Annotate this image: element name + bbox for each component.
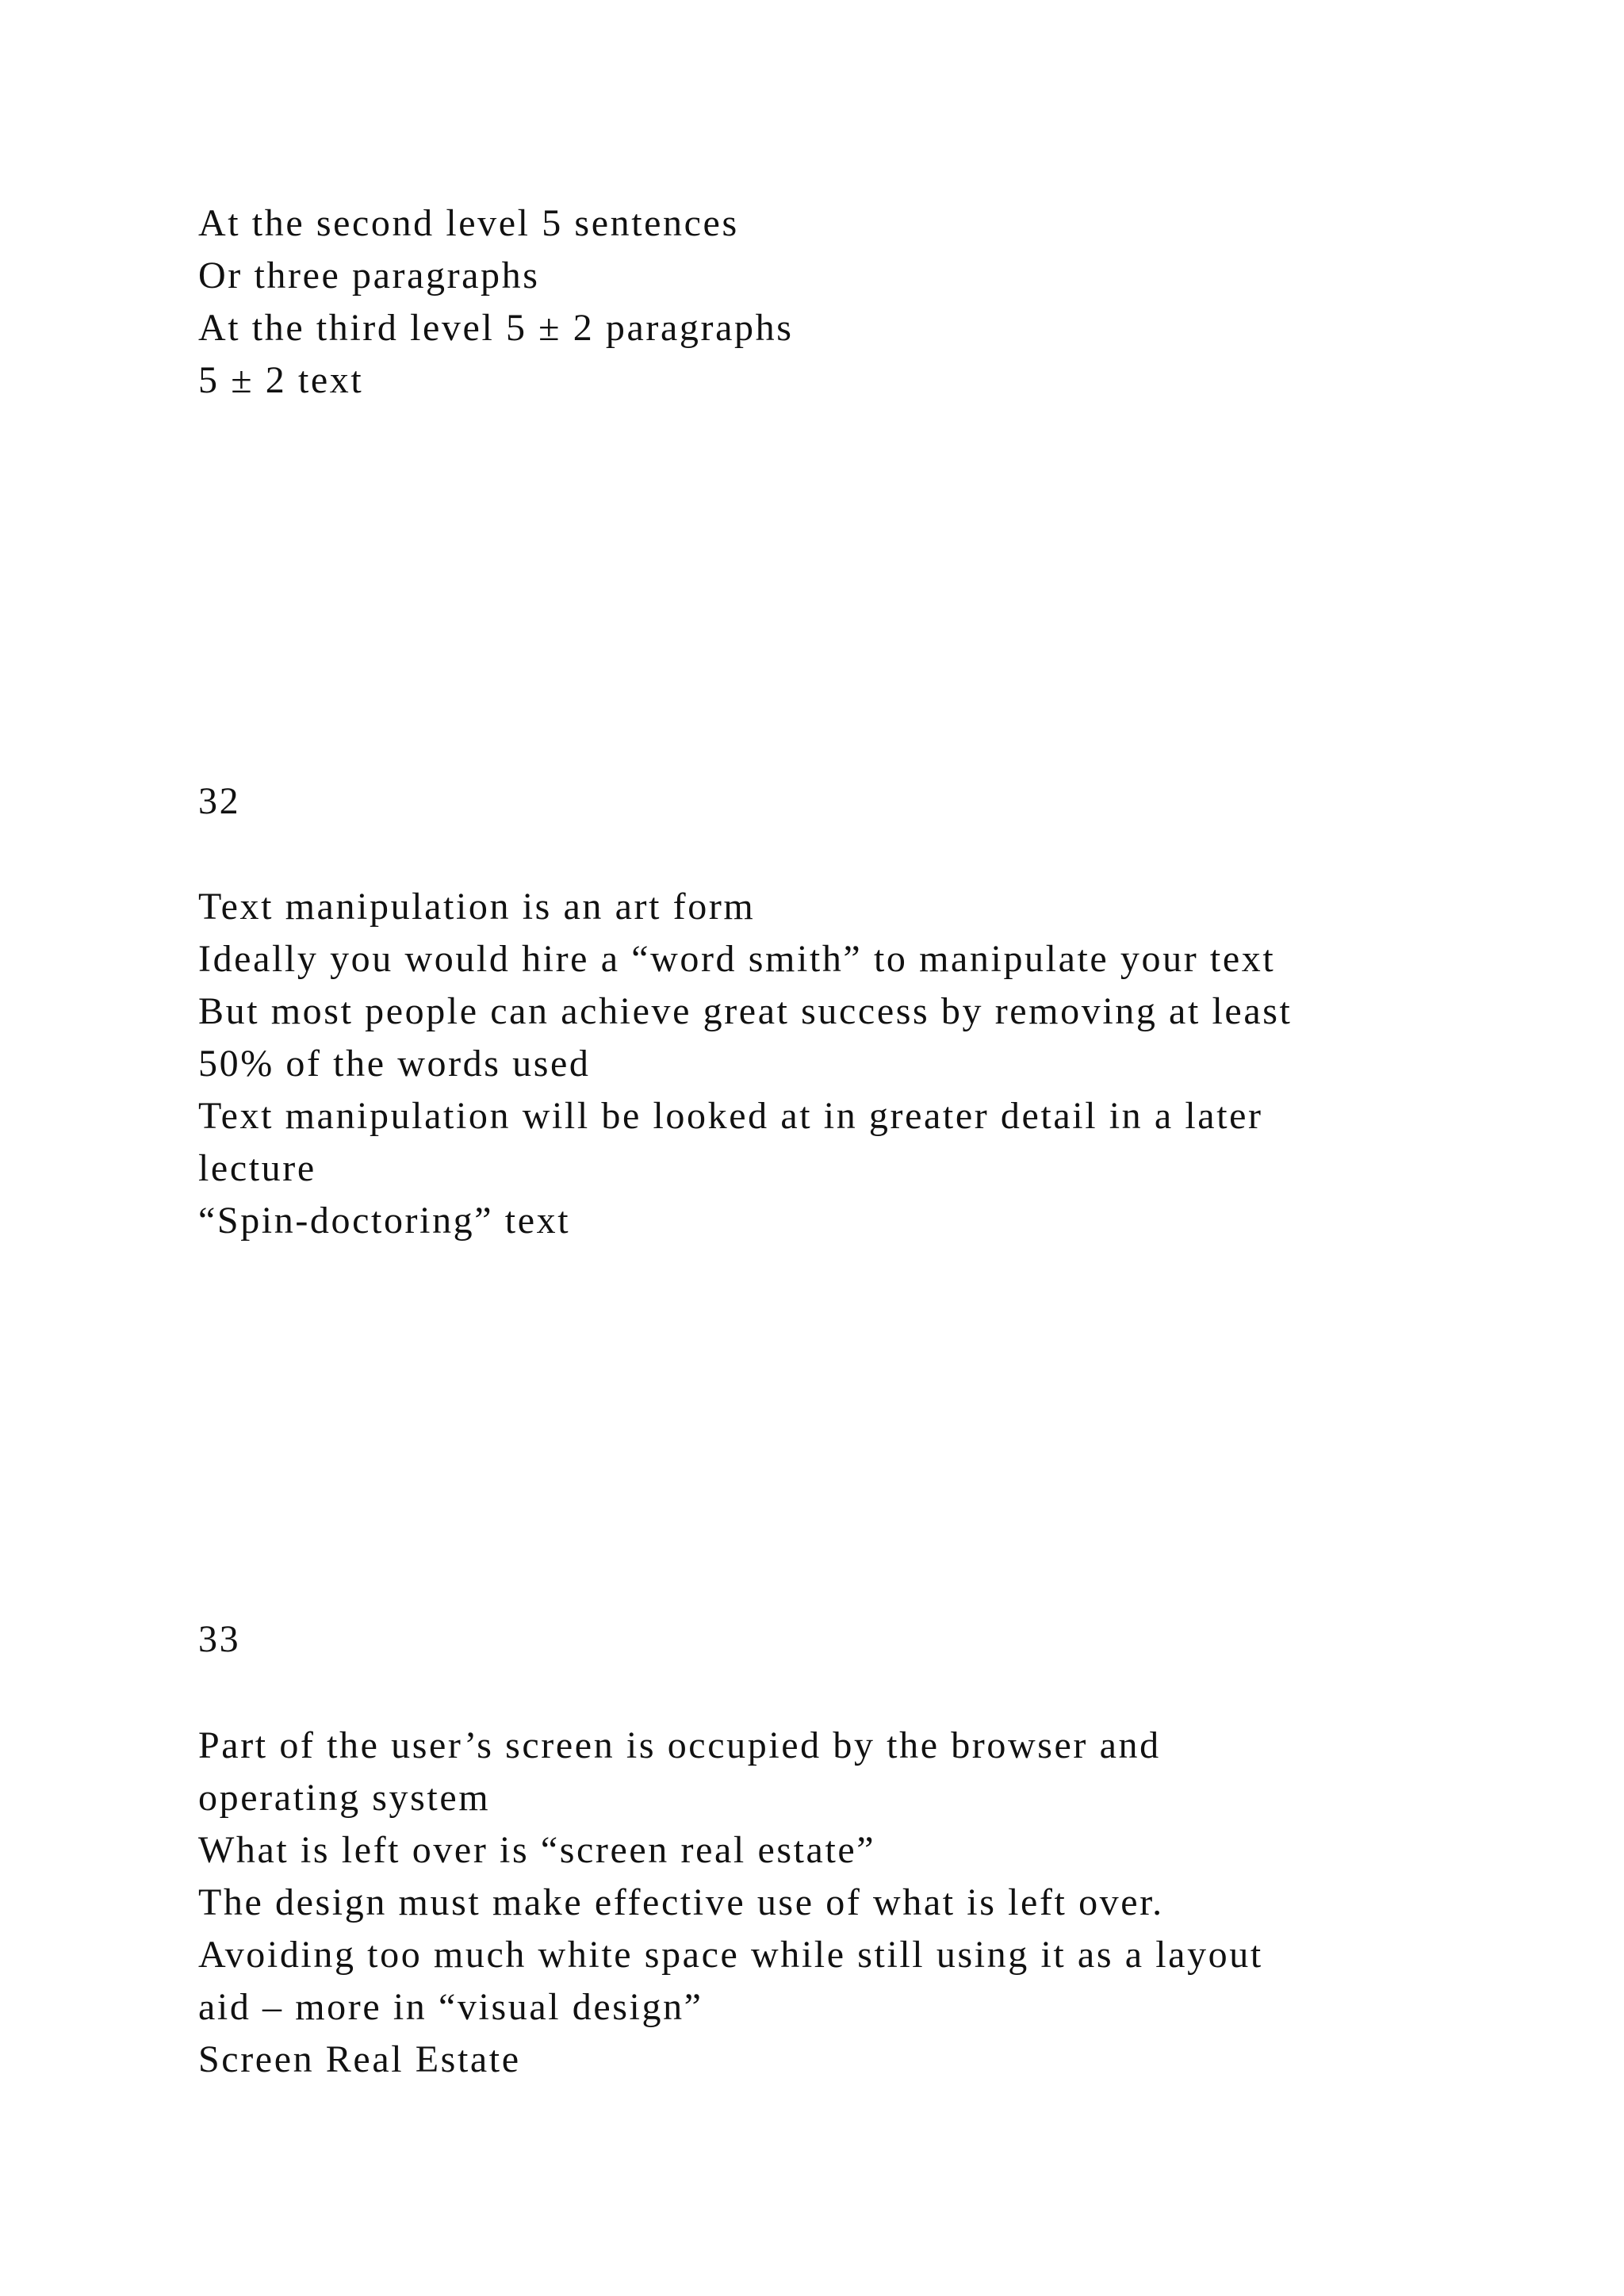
section-3-line-1: Part of the user’s screen is occupied by the browser and <box>198 1724 1161 1766</box>
section-3-line-5: Avoiding too much white space while still using it as a layout <box>198 1934 1263 1976</box>
section-1-line-2: Or three paragraphs <box>198 254 540 297</box>
section-2-line-6: lecture <box>198 1147 316 1189</box>
section-1-line-4: 5 ± 2 text <box>198 359 364 401</box>
section-3-line-3: What is left over is “screen real estate” <box>198 1829 876 1871</box>
section-2-line-1: Text manipulation is an art form <box>198 886 756 928</box>
section-2-line-4: 50% of the words used <box>198 1043 591 1085</box>
section-3-line-4: The design must make effective use of what is left over. <box>198 1881 1164 1923</box>
section-1-line-1: At the second level 5 sentences <box>198 202 739 244</box>
section-1-line-3: At the third level 5 ± 2 paragraphs <box>198 307 794 349</box>
section-3-line-2: operating system <box>198 1777 491 1819</box>
section-2-line-3: But most people can achieve great success by removing at least <box>198 990 1293 1032</box>
section-2-line-7: “Spin-doctoring” text <box>198 1200 571 1242</box>
section-3-line-7: Screen Real Estate <box>198 2038 521 2080</box>
section-2-line-2: Ideally you would hire a “word smith” to manipulate your text <box>198 938 1276 980</box>
slide-number-32: 32 <box>198 780 241 822</box>
section-3-line-6: aid – more in “visual design” <box>198 1986 703 2028</box>
slide-number-33: 33 <box>198 1618 241 1660</box>
section-2-line-5: Text manipulation will be looked at in greater detail in a later <box>198 1095 1263 1137</box>
